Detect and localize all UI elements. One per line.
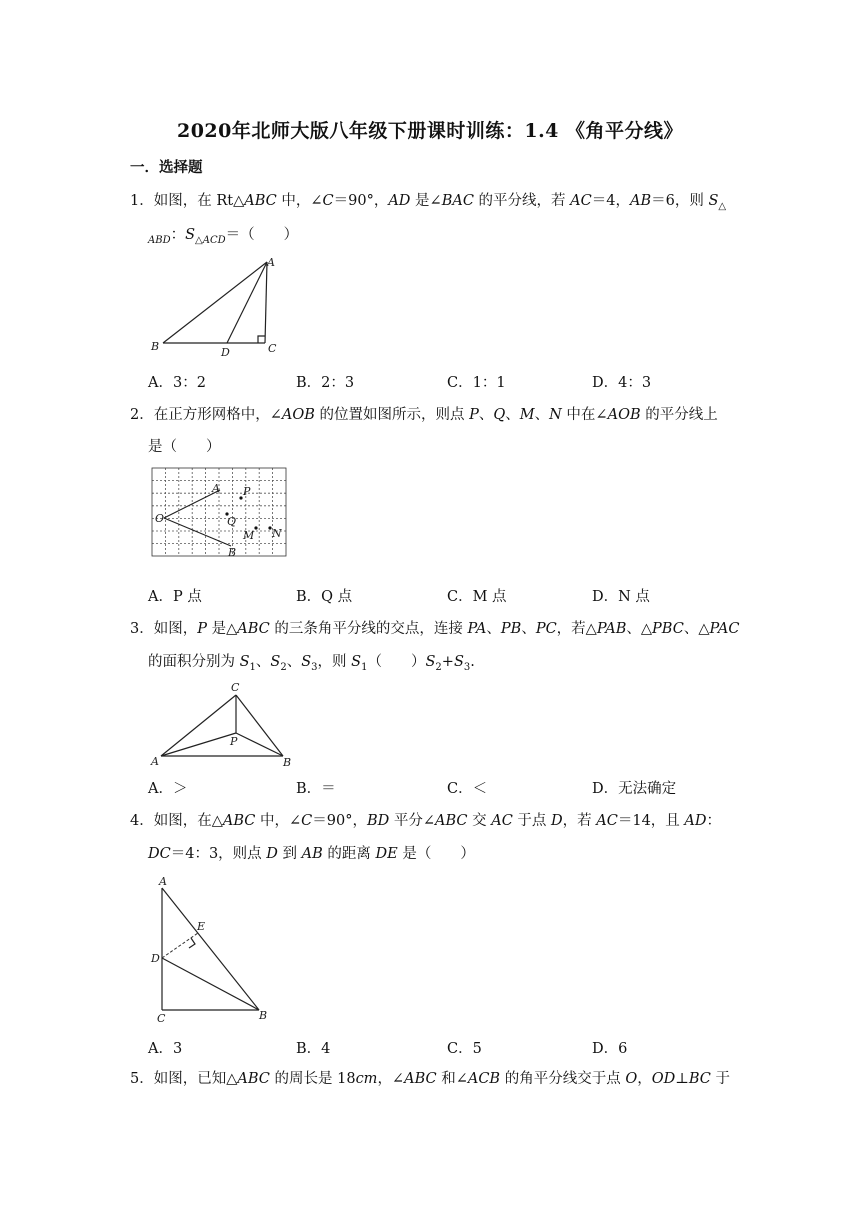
- question-3: 3．如图，P 是△ABC 的三条角平分线的交点，连接 PA、PB、PC，若△PAB、△PBC、△PAC: [130, 621, 740, 637]
- q4-option-b: B．4: [296, 1041, 331, 1057]
- section-heading: 一．选择题: [130, 159, 203, 176]
- label-b: B: [228, 546, 237, 559]
- figure-q3: [145, 678, 305, 770]
- label-e: E: [197, 920, 206, 933]
- page-title: 2020年北师大版八年级下册课时训练：1.4 《角平分线》: [176, 120, 684, 142]
- question-5: 5．如图，已知△ABC 的周长是 18cm，∠ABC 和∠ACB 的角平分线交于点 O，OD⊥BC 于: [130, 1071, 730, 1087]
- q4-option-a: A．3: [148, 1041, 183, 1057]
- q3-option-c: C．＜: [447, 781, 488, 797]
- label-b: B: [283, 756, 292, 769]
- label-a: A: [159, 875, 167, 888]
- q2-option-a: A．P 点: [148, 589, 202, 605]
- q2-option-b: B．Q 点: [296, 589, 353, 605]
- label-c: C: [231, 681, 240, 694]
- question-1: 1．如图，在 Rt△ABC 中，∠C＝90°，AD 是∠BAC 的平分线，若 AC＝4，AB＝6，则 $S_\triangle$: [130, 193, 727, 212]
- question-2-line2: 是（ ）: [148, 439, 221, 455]
- question-4-line2: DC＝4：3，则点 D 到 AB 的距离 DE 是（ ）: [148, 846, 475, 862]
- label-c: C: [157, 1012, 166, 1024]
- figure-q2: [150, 466, 290, 562]
- label-b: B: [259, 1009, 268, 1022]
- q1-option-c: C．1：1: [447, 375, 506, 391]
- q1-option-b: B．2：3: [296, 375, 355, 391]
- q1-option-d: D．4：3: [592, 375, 652, 391]
- label-p: P: [243, 485, 251, 498]
- q3-option-b: B．＝: [296, 781, 336, 797]
- label-d: D: [221, 346, 230, 359]
- label-c: C: [268, 342, 277, 355]
- label-q: Q: [227, 515, 237, 528]
- q2-option-c: C．M 点: [447, 589, 507, 605]
- figure-q4: [145, 874, 285, 1024]
- label-d: D: [151, 952, 160, 965]
- q1-option-a: A．3：2: [148, 375, 206, 391]
- label-n: N: [272, 527, 282, 540]
- question-3-line2: 的面积分别为 $S_1$、$S_2$、$S_3$，则 $S_1$（ ）$S_2+S_3$.: [148, 654, 475, 673]
- q3-option-a: A．＞: [148, 781, 188, 797]
- label-o: O: [155, 512, 165, 525]
- q2-option-d: D．N 点: [592, 589, 650, 605]
- question-4: 4．如图，在△ABC 中，∠C＝90°，BD 平分∠ABC 交 AC 于点 D，若 AC＝14，且 AD：: [130, 813, 722, 829]
- label-a: A: [212, 482, 220, 495]
- label-m: M: [243, 529, 255, 542]
- label-b: B: [151, 340, 160, 353]
- question-2: 2．在正方形网格中，∠AOB 的位置如图所示，则点 P、Q、M、N 中在∠AOB 的平分线上: [130, 407, 718, 423]
- q4-option-c: C．5: [447, 1041, 482, 1057]
- figure-q1: [145, 252, 285, 362]
- q4-option-d: D．6: [592, 1041, 628, 1057]
- question-1-line2: $_{ABD}$：$S_{\triangle ACD}=$（ ）: [148, 227, 299, 246]
- q3-option-d: D．无法确定: [592, 781, 677, 797]
- label-a: A: [267, 256, 275, 269]
- label-a: A: [151, 755, 159, 768]
- label-p: P: [230, 735, 238, 748]
